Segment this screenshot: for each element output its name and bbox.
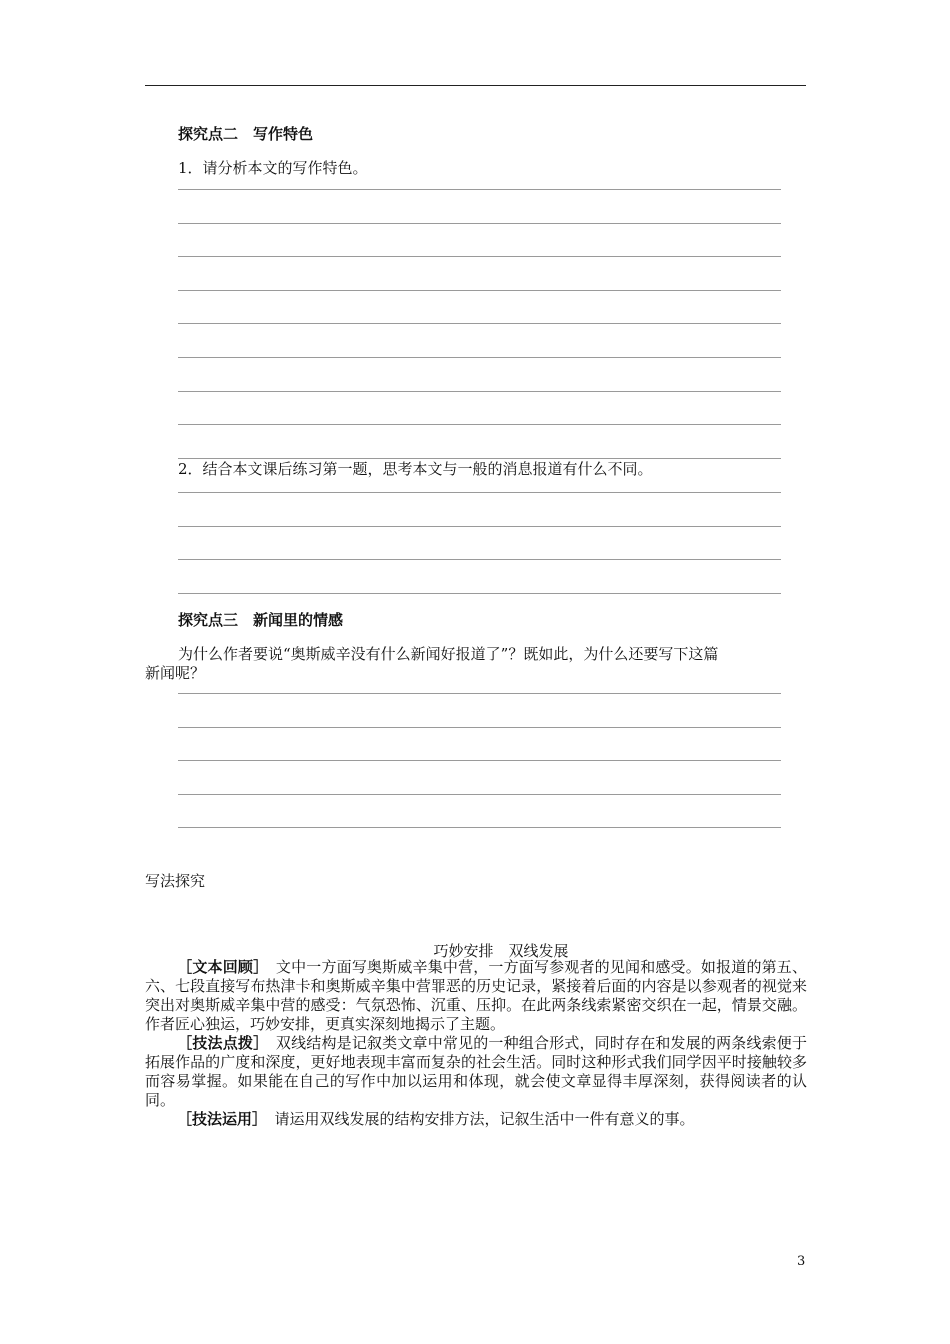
answer-line[interactable] <box>178 458 781 459</box>
section-heading-writing-features: 探究点二 写作特色 <box>178 125 314 143</box>
technique-tips-body: 双线结构是记叙类文章中常见的一种组合形式，同时存在和发展的两条线索便于拓展作品的广度和深度，更好地表现丰富而复杂的社会生活。同时这种形式我们同学因平时接触较多而容易掌握。如果能在自己的写作中加以运用和体现，就会使文章显得丰厚深刻，获得阅读者的认同。 <box>145 1034 807 1109</box>
paragraph-text-review <box>145 958 807 1034</box>
answer-line[interactable] <box>178 357 781 358</box>
question-3-line-2: 新闻呢？ <box>145 664 206 682</box>
answer-line[interactable] <box>178 424 781 425</box>
question-2: 2．结合本文课后练习第一题，思考本文与一般的消息报道有什么不同。 <box>178 460 653 478</box>
answer-line[interactable] <box>178 593 781 594</box>
answer-line[interactable] <box>178 559 781 560</box>
answer-line[interactable] <box>178 693 781 694</box>
answer-line[interactable] <box>178 223 781 224</box>
answer-line[interactable] <box>178 727 781 728</box>
paragraph-technique-practice <box>145 1110 807 1129</box>
answer-line[interactable] <box>178 189 781 190</box>
text-review-body: 文中一方面写奥斯威辛集中营，一方面写参观者的见闻和感受。如报道的第五、六、七段直接写布热津卡和奥斯威辛集中营罪恶的历史记录，紧接着后面的内容是以参观者的视觉来突出对奥斯威辛集中营的感受：气氛恐怖、沉重、压抑。在此两条线索紧密交织在一起，情景交融。作者匠心独运，巧妙安排，更真实深刻地揭示了主题。 <box>145 958 807 1033</box>
answer-line[interactable] <box>178 827 781 828</box>
tag-technique-tips: ［技法点拨］ <box>177 1034 261 1052</box>
section-heading-news-emotion: 探究点三 新闻里的情感 <box>178 611 344 629</box>
page-number: 3 <box>797 1254 806 1269</box>
answer-line[interactable] <box>178 323 781 324</box>
answer-line[interactable] <box>178 492 781 493</box>
technique-practice-body: 请运用双线发展的结构安排方法，记叙生活中一件有意义的事。 <box>259 1110 695 1128</box>
tag-technique-practice: ［技法运用］ <box>177 1110 260 1128</box>
answer-line[interactable] <box>178 290 781 291</box>
answer-line[interactable] <box>178 526 781 527</box>
answer-line[interactable] <box>178 391 781 392</box>
header-rule <box>145 85 806 86</box>
question-3-line-1: 为什么作者要说“奥斯威辛没有什么新闻好报道了”？既如此，为什么还要写下这篇 <box>178 645 719 663</box>
writing-section-title: 巧妙安排 双线发展 <box>433 942 569 960</box>
answer-line[interactable] <box>178 760 781 761</box>
question-1: 1．请分析本文的写作特色。 <box>178 159 368 177</box>
answer-line[interactable] <box>178 256 781 257</box>
answer-line[interactable] <box>178 794 781 795</box>
writing-section-label: 写法探究 <box>145 872 206 890</box>
paragraph-technique-tips <box>145 1034 807 1110</box>
tag-text-review: ［文本回顾］ <box>177 958 261 976</box>
